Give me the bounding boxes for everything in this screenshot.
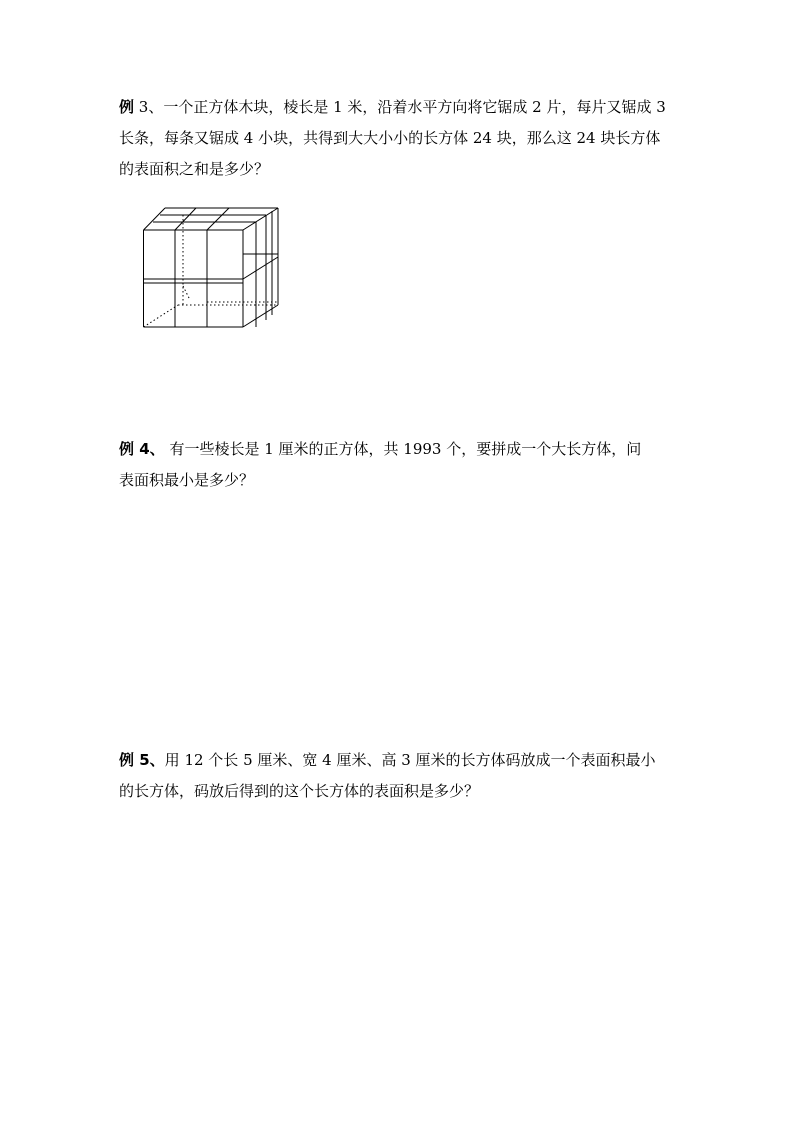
problem-4-label: 例 4、 [119, 440, 165, 458]
right-bottom-edge [243, 305, 278, 327]
problem-4-line-2: 表面积最小是多少？ [119, 471, 255, 489]
problem-5-line-1 [119, 745, 679, 776]
problem-4-line-1 [119, 434, 679, 465]
problem-3-label: 例 [119, 98, 135, 116]
problem-3-line-1 [119, 92, 679, 123]
cube-cut-figure [138, 203, 284, 333]
top-cut-2 [207, 208, 229, 230]
top-right-edge [243, 208, 278, 230]
right-mid-cut [243, 257, 278, 279]
problem-5 [119, 745, 679, 807]
problem-3 [119, 92, 679, 185]
problem-4 [119, 434, 679, 496]
hidden-bottom-diagonal [144, 305, 179, 327]
top-cut-1 [175, 208, 196, 230]
problem-3-line-2: 长条，每条又锯成 4 小块，共得到大大小小的长方体 24 块，那么这 24 块长方体 [119, 129, 661, 147]
problem-4-text-1: 有一些棱长是 1 厘米的正方体，共 1993 个，要拼成一个大长方体，问 [164, 440, 642, 458]
top-left-edge [144, 208, 166, 230]
problem-5-line-2: 的长方体，码放后得到的这个长方体的表面积是多少？ [119, 782, 480, 800]
problem-5-label: 例 5、 [119, 751, 165, 769]
hidden-cut-mark [183, 286, 190, 300]
problem-3-text-1: 3、一个正方体木块，棱长是 1 米，沿着水平方向将它锯成 2 片，每片又锯成 3 [134, 98, 666, 116]
problem-3-line-3: 的表面积之和是多少？ [119, 160, 270, 178]
problem-5-text-1: 用 12 个长 5 厘米、宽 4 厘米、高 3 厘米的长方体码放成一个表面积最小 [164, 751, 656, 769]
